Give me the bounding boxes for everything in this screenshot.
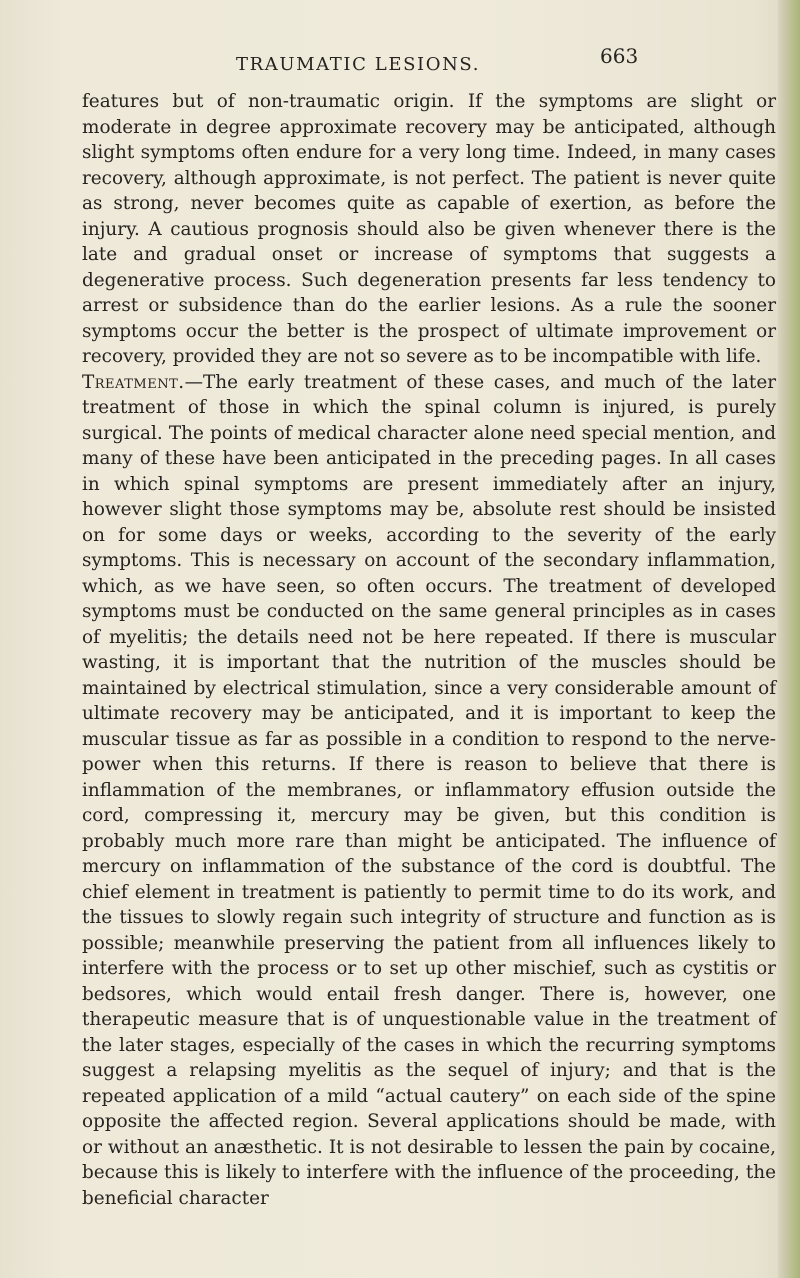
page-edge [778, 0, 800, 1278]
running-head: TRAUMATIC LESIONS. [236, 54, 481, 75]
paragraph-treatment [82, 370, 776, 1212]
treatment-heading: Treatment. [82, 371, 185, 393]
body-text [82, 89, 776, 1211]
page-header [0, 44, 800, 80]
treatment-text: —The early treatment of these cases, and much of the later treatment of those in which the spinal column is injured, is purely surgical. The points of medical character alone need special mention, and many of these have been anticipated in the preceding pages. In all cases in which spinal symptoms are present immediately after an injury, however slight those symptoms may be, absolute rest should be insisted on for some days or weeks, according to the severity of the early symptoms. This is necessary on account of the secondary inflammation, which, as we have seen, so often occurs. The treatment of developed symptoms must be conducted on the same general principles as in cases of myelitis; the details need not be here repeated. If there is muscular wasting, it is important that the nutrition of the muscles should be maintained by electrical stimulation, since a very considerable amount of ultimate recovery may be anticipated, and it is important to keep the muscular tissue as far as possible in a condition to respond to the nerve-power when this returns. If there is reason to believe that there is inflammation of the membranes, or inflammatory effusion outside the cord, compressing it, mercury may be given, but this condition is probably much more rare than might be anticipated. The influence of mercury on inflammation of the substance of the cord is doubtful. The chief element in treatment is patiently to permit time to do its work, and the tissues to slowly regain such integrity of structure and function as is possible; meanwhile preserving the patient from all influences likely to interfere with the process or to set up other mischief, such as cystitis or bedsores, which would entail fresh danger. There is, however, one therapeutic measure that is of unquestionable value in the treatment of the later stages, especially of the cases in which the recurring symptoms suggest a relapsing myelitis as the sequel of injury; and that is the repeated application of a mild “actual cautery” on each side of the spine opposite the affected region. Several applications should be made, with or without an anæsthetic. It is not desirable to lessen the pain by cocaine, because this is likely to interfere with the influence of the proceeding, the beneficial character [82, 371, 776, 1209]
page-number: 663 [600, 44, 639, 68]
paragraph-prognosis: features but of non-traumatic origin. If the symptoms are slight or moderate in degree approximate recovery may be anticipated, although slight symptoms often endure for a very long time. Indeed, in many cases recovery, although approximate, is not perfect. The patient is never quite as strong, never becomes quite as capable of exertion, as before the injury. A cautious prognosis should also be given whenever there is the late and gradual onset or increase of symptoms that suggests a degenerative process. Such degeneration presents far less tendency to arrest or subsidence than do the earlier lesions. As a rule the sooner symptoms occur the better is the prospect of ultimate improvement or recovery, provided they are not so severe as to be incompatible with life. [82, 91, 776, 367]
